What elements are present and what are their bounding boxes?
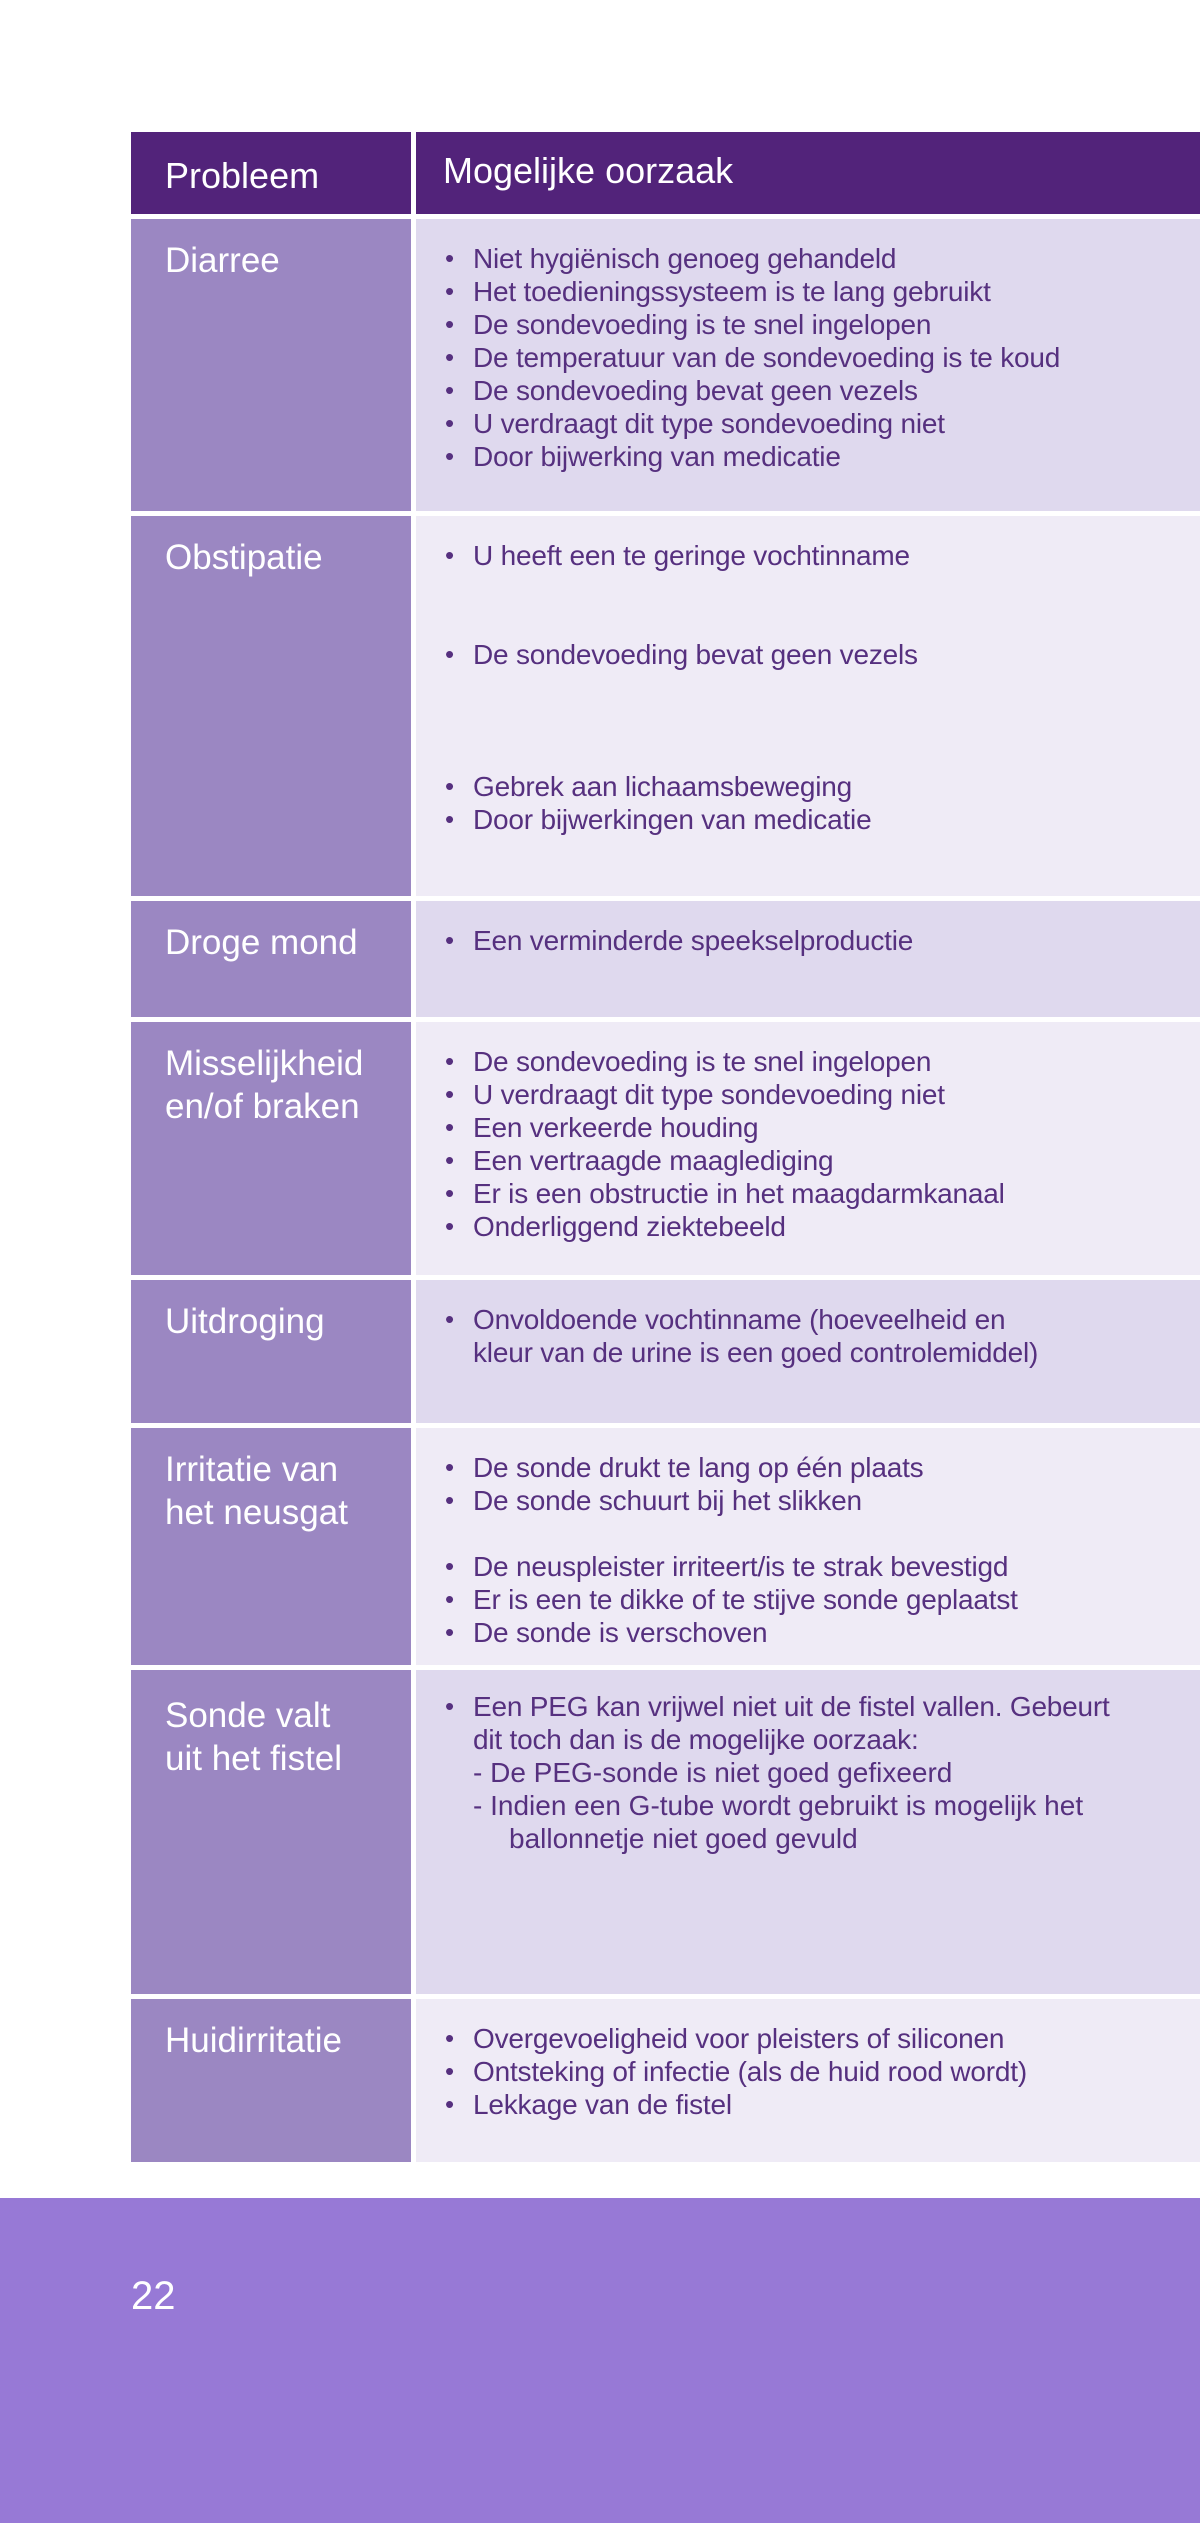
bullet-icon: • bbox=[445, 276, 454, 306]
bullet-icon: • bbox=[445, 1617, 454, 1647]
list-item: • U heeft een te geringe vochtinname bbox=[445, 540, 910, 571]
table-row bbox=[131, 1022, 1200, 1275]
list-item: • Door bijwerking van medicatie bbox=[445, 441, 841, 472]
list-item: • U verdraagt dit type sondevoeding niet bbox=[445, 1079, 945, 1110]
list-item: • De sonde drukt te lang op één plaats bbox=[445, 1452, 924, 1483]
list-item: • De sondevoeding bevat geen vezels bbox=[445, 375, 918, 406]
bullet-icon: • bbox=[445, 408, 454, 438]
bullet-icon: • bbox=[445, 1485, 454, 1515]
table-row bbox=[131, 1670, 1200, 1994]
list-item: • Overgevoeligheid voor pleisters of siliconen bbox=[445, 2023, 1005, 2054]
bullet-icon: • bbox=[445, 1551, 454, 1581]
table-row bbox=[131, 219, 1200, 511]
bullet-icon: • bbox=[445, 1304, 454, 1334]
table-row bbox=[131, 1280, 1200, 1423]
bullet-icon: • bbox=[445, 1178, 454, 1208]
cause-cell bbox=[416, 1428, 1200, 1665]
problem-cause-table bbox=[131, 132, 1200, 2162]
table-row bbox=[131, 1428, 1200, 1665]
list-item: • Niet hygiënisch genoeg gehandeld bbox=[445, 243, 897, 274]
list-item: • De sondevoeding is te snel ingelopen bbox=[445, 309, 932, 340]
bullet-icon: • bbox=[445, 1691, 454, 1721]
list-item: • Gebrek aan lichaamsbeweging bbox=[445, 771, 853, 802]
table-row bbox=[131, 901, 1200, 1017]
problem-cell: Huidirritatie bbox=[131, 1999, 411, 2162]
cause-cell bbox=[416, 516, 1200, 896]
problem-line: het neusgat bbox=[165, 1493, 348, 1532]
table-row bbox=[131, 516, 1200, 896]
problem-cell bbox=[131, 1022, 411, 1275]
cause-list bbox=[443, 1303, 1200, 1369]
list-item: • De temperatuur van de sondevoeding is te koud bbox=[445, 342, 1061, 373]
bullet-icon: • bbox=[445, 2023, 454, 2053]
sub-item: - Indien een G-tube wordt gebruikt is mogelijk het ballonnetje niet goed gevuld bbox=[473, 1790, 1084, 1854]
bullet-icon: • bbox=[445, 1112, 454, 1142]
list-item: • De neuspleister irriteert/is te strak bevestigd bbox=[445, 1551, 1009, 1582]
cause-cell bbox=[416, 901, 1200, 1017]
cause-list bbox=[443, 539, 1200, 836]
list-item: • Er is een obstructie in het maagdarmkanaal bbox=[445, 1178, 1005, 1209]
problem-cell bbox=[131, 1670, 411, 1994]
bullet-icon: • bbox=[445, 804, 454, 834]
cause-cell bbox=[416, 1999, 1200, 2162]
problem-cell: Diarree bbox=[131, 219, 411, 511]
cause-list bbox=[443, 2022, 1200, 2121]
list-item: • Door bijwerkingen van medicatie bbox=[445, 804, 872, 835]
problem-cell: Obstipatie bbox=[131, 516, 411, 896]
list-item: • Het toedieningssysteem is te lang gebruikt bbox=[445, 276, 991, 307]
list-item: • De sondevoeding is te snel ingelopen bbox=[445, 1046, 932, 1077]
bullet-icon: • bbox=[445, 1046, 454, 1076]
header-problem: Probleem bbox=[131, 132, 411, 214]
bullet-icon: • bbox=[445, 309, 454, 339]
bullet-icon: • bbox=[445, 2056, 454, 2086]
list-item: • De sondevoeding bevat geen vezels bbox=[445, 639, 918, 670]
cause-list bbox=[443, 1451, 1200, 1649]
problem-cell: Uitdroging bbox=[131, 1280, 411, 1423]
bullet-icon: • bbox=[445, 1079, 454, 1109]
list-item: • De sonde schuurt bij het slikken bbox=[445, 1485, 862, 1516]
cause-cell bbox=[416, 1670, 1200, 1994]
cause-list bbox=[443, 242, 1200, 473]
cause-list bbox=[443, 1690, 1200, 1756]
problem-line: Irritatie van bbox=[165, 1450, 339, 1489]
list-item: • Een verminderde speekselproductie bbox=[445, 925, 914, 956]
bullet-icon: • bbox=[445, 771, 454, 801]
problem-line: uit het fistel bbox=[165, 1739, 343, 1778]
sub-list bbox=[443, 1756, 1200, 1855]
table-header-row bbox=[131, 132, 1200, 214]
list-item: • Een vertraagde maaglediging bbox=[445, 1145, 834, 1176]
list-item: • Een PEG kan vrijwel niet uit de fistel vallen. Gebeurt dit toch dan is de mogelijke oorzaak: bbox=[445, 1691, 1110, 1755]
bullet-icon: • bbox=[445, 1145, 454, 1175]
bullet-icon: • bbox=[445, 1584, 454, 1614]
cause-list bbox=[443, 1045, 1200, 1243]
bullet-icon: • bbox=[445, 925, 454, 955]
page-number: 22 bbox=[131, 2274, 176, 2318]
bullet-icon: • bbox=[445, 1452, 454, 1482]
list-item: • Ontsteking of infectie (als de huid rood wordt) bbox=[445, 2056, 1028, 2087]
bullet-icon: • bbox=[445, 2089, 454, 2119]
problem-line: en/of braken bbox=[165, 1087, 360, 1126]
bullet-icon: • bbox=[445, 639, 454, 669]
problem-line: Misselijkheid bbox=[165, 1044, 364, 1083]
bullet-icon: • bbox=[445, 1211, 454, 1241]
cause-list bbox=[443, 924, 1200, 957]
list-item: • Er is een te dikke of te stijve sonde geplaatst bbox=[445, 1584, 1018, 1615]
footer-band bbox=[0, 2198, 1200, 2523]
cause-cell bbox=[416, 1022, 1200, 1275]
bullet-icon: • bbox=[445, 243, 454, 273]
table-row bbox=[131, 1999, 1200, 2162]
list-item: • U verdraagt dit type sondevoeding niet bbox=[445, 408, 945, 439]
list-item: • Een verkeerde houding bbox=[445, 1112, 759, 1143]
problem-cell bbox=[131, 1428, 411, 1665]
list-item: • De sonde is verschoven bbox=[445, 1617, 768, 1648]
list-item: • Lekkage van de fistel bbox=[445, 2089, 732, 2120]
bullet-icon: • bbox=[445, 375, 454, 405]
problem-cell: Droge mond bbox=[131, 901, 411, 1017]
cause-cell bbox=[416, 219, 1200, 511]
bullet-icon: • bbox=[445, 342, 454, 372]
header-cause: Mogelijke oorzaak bbox=[416, 132, 1200, 214]
list-item: • Onderliggend ziektebeeld bbox=[445, 1211, 786, 1242]
sub-item: - De PEG-sonde is niet goed gefixeerd bbox=[473, 1757, 953, 1788]
bullet-icon: • bbox=[445, 540, 454, 570]
cause-cell bbox=[416, 1280, 1200, 1423]
problem-line: Sonde valt bbox=[165, 1696, 331, 1735]
list-item: • Onvoldoende vochtinname (hoeveelheid en kleur van de urine is een goed controlemiddel) bbox=[445, 1304, 1039, 1368]
bullet-icon: • bbox=[445, 441, 454, 471]
